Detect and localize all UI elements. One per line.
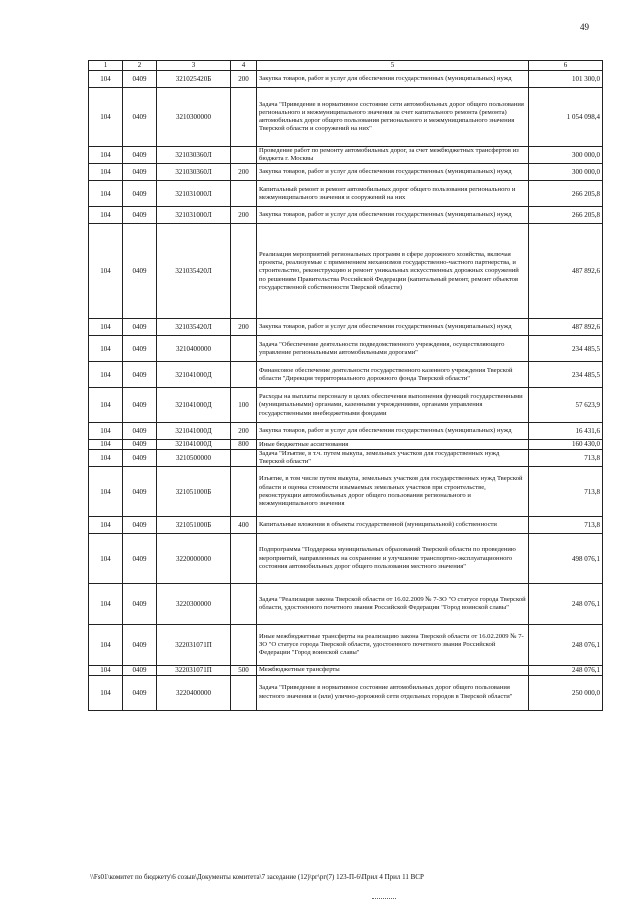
amount-cell: 498 076,1 — [529, 534, 603, 584]
expense-type-cell — [231, 625, 257, 666]
section-cell: 104 — [89, 88, 123, 147]
description-cell: Подпрограмма "Поддержка муниципальных образований Тверской области по проведению мероприятий, направленных на сохранение и улучшение транспортно-эксплуатационного состояния автомобильных дорог общего пользования местного значения" — [257, 534, 529, 584]
section-cell: 104 — [89, 164, 123, 181]
table-row — [89, 336, 603, 362]
subsection-cell: 0409 — [123, 207, 157, 224]
subsection-cell: 0409 — [123, 181, 157, 207]
section-cell: 104 — [89, 423, 123, 440]
description-cell: Задача "Приведение в нормативное состояние сети автомобильных дорог общего пользования регионального и межмуниципального значения за счет капитального ремонта (ремонта) автомобильных дорог общего пользования регионального и межмуниципального значения Тверской области и сооружений на них" — [257, 88, 529, 147]
target-code-cell: 321041000Д — [157, 388, 231, 423]
description-cell: Иные межбюджетные трансферты на реализацию закона Тверской области от 16.02.2009 № 7-ЗО "О статусе города Тверской области, удостоенного почетного звания Российской Федерации "Город воинской славы" — [257, 625, 529, 666]
target-code-cell: 321041000Д — [157, 423, 231, 440]
description-cell: Задача "Приведение в нормативное состояние автомобильных дорог общего пользования местного значения и (или) улично-дорожной сети отдельных городов в Тверской области" — [257, 675, 529, 710]
target-code-cell: 3210400000 — [157, 336, 231, 362]
table-row — [89, 449, 603, 466]
expense-type-cell — [231, 584, 257, 625]
description-cell: Капитальные вложения в объекты государственной (муниципальной) собственности — [257, 517, 529, 534]
target-code-cell: 321051000Б — [157, 517, 231, 534]
expense-type-cell: 800 — [231, 440, 257, 449]
description-cell: Закупка товаров, работ и услуг для обеспечения государственных (муниципальных) нужд — [257, 207, 529, 224]
amount-cell: 1 054 098,4 — [529, 88, 603, 147]
amount-cell: 234 485,5 — [529, 362, 603, 388]
amount-cell: 101 300,0 — [529, 71, 603, 88]
description-cell: Финансовое обеспечение деятельности государственного казенного учреждения Тверской области "Дирекция территориального дорожного фонда Тверской области" — [257, 362, 529, 388]
description-cell: Иные бюджетные ассигнования — [257, 440, 529, 449]
amount-cell: 266 205,8 — [529, 181, 603, 207]
target-code-cell: 321041000Д — [157, 440, 231, 449]
target-code-cell: 3220300000 — [157, 584, 231, 625]
table-row — [89, 362, 603, 388]
amount-cell: 57 623,9 — [529, 388, 603, 423]
expense-type-cell — [231, 336, 257, 362]
amount-cell: 713,8 — [529, 467, 603, 517]
subsection-cell: 0409 — [123, 675, 157, 710]
table-row — [89, 147, 603, 164]
section-cell: 104 — [89, 584, 123, 625]
amount-cell: 250 000,0 — [529, 675, 603, 710]
table-row — [89, 517, 603, 534]
expense-type-cell — [231, 362, 257, 388]
section-cell: 104 — [89, 666, 123, 675]
amount-cell: 300 000,0 — [529, 164, 603, 181]
subsection-cell: 0409 — [123, 88, 157, 147]
table-row — [89, 207, 603, 224]
amount-cell: 16 431,6 — [529, 423, 603, 440]
target-code-cell: 321031000Л — [157, 207, 231, 224]
description-cell: Задача "Реализация закона Тверской области от 16.02.2009 № 7-ЗО "О статусе города Тверской области, удостоенного почетного звания Российской Федерации "Город воинской славы" — [257, 584, 529, 625]
amount-cell: 160 430,0 — [529, 440, 603, 449]
expense-type-cell: 400 — [231, 517, 257, 534]
subsection-cell: 0409 — [123, 467, 157, 517]
column-header: 1 — [89, 61, 123, 71]
table-row — [89, 423, 603, 440]
subsection-cell: 0409 — [123, 517, 157, 534]
amount-cell: 300 000,0 — [529, 147, 603, 164]
subsection-cell: 0409 — [123, 584, 157, 625]
section-cell: 104 — [89, 147, 123, 164]
table-row — [89, 440, 603, 449]
section-cell: 104 — [89, 388, 123, 423]
target-code-cell: 3210300000 — [157, 88, 231, 147]
section-cell: 104 — [89, 207, 123, 224]
column-header: 6 — [529, 61, 603, 71]
expense-type-cell: 200 — [231, 207, 257, 224]
subsection-cell: 0409 — [123, 388, 157, 423]
section-cell: 104 — [89, 449, 123, 466]
column-header: 2 — [123, 61, 157, 71]
column-header: 5 — [257, 61, 529, 71]
description-cell: Закупка товаров, работ и услуг для обеспечения государственных (муниципальных) нужд — [257, 423, 529, 440]
table-row — [89, 88, 603, 147]
table-header-row — [89, 61, 603, 71]
expense-type-cell — [231, 147, 257, 164]
expense-type-cell — [231, 534, 257, 584]
description-cell: Закупка товаров, работ и услуг для обеспечения государственных (муниципальных) нужд — [257, 319, 529, 336]
target-code-cell: 321030360Л — [157, 164, 231, 181]
target-code-cell: 322031071П — [157, 625, 231, 666]
target-code-cell: 321051000Б — [157, 467, 231, 517]
description-cell: Задача "Обеспечение деятельности подведомственного учреждения, осуществляющего управление региональными автомобильными дорогами" — [257, 336, 529, 362]
amount-cell: 487 892,6 — [529, 319, 603, 336]
table-row — [89, 71, 603, 88]
expense-type-cell: 200 — [231, 319, 257, 336]
table-row — [89, 666, 603, 675]
page-bottom-mark — [372, 898, 396, 899]
section-cell: 104 — [89, 467, 123, 517]
subsection-cell: 0409 — [123, 164, 157, 181]
subsection-cell: 0409 — [123, 440, 157, 449]
section-cell: 104 — [89, 440, 123, 449]
description-cell: Закупка товаров, работ и услуг для обеспечения государственных (муниципальных) нужд — [257, 164, 529, 181]
subsection-cell: 0409 — [123, 147, 157, 164]
section-cell: 104 — [89, 625, 123, 666]
expense-type-cell: 200 — [231, 164, 257, 181]
expense-type-cell — [231, 675, 257, 710]
table-row — [89, 319, 603, 336]
target-code-cell: 3220000000 — [157, 534, 231, 584]
expense-type-cell — [231, 181, 257, 207]
subsection-cell: 0409 — [123, 362, 157, 388]
target-code-cell: 321025420Б — [157, 71, 231, 88]
amount-cell: 248 076,1 — [529, 625, 603, 666]
target-code-cell: 3210500000 — [157, 449, 231, 466]
subsection-cell: 0409 — [123, 319, 157, 336]
page-number: 49 — [580, 22, 589, 32]
amount-cell: 248 076,1 — [529, 666, 603, 675]
amount-cell: 248 076,1 — [529, 584, 603, 625]
table-row — [89, 388, 603, 423]
description-cell: Капитальный ремонт и ремонт автомобильных дорог общего пользования регионального и межмуниципального значения и сооружений на них — [257, 181, 529, 207]
expense-type-cell: 500 — [231, 666, 257, 675]
section-cell: 104 — [89, 534, 123, 584]
column-header: 3 — [157, 61, 231, 71]
expense-type-cell — [231, 224, 257, 319]
target-code-cell: 3220400000 — [157, 675, 231, 710]
target-code-cell: 321035420Л — [157, 224, 231, 319]
expense-type-cell — [231, 467, 257, 517]
column-header: 4 — [231, 61, 257, 71]
budget-table — [88, 60, 603, 711]
table-row — [89, 467, 603, 517]
expense-type-cell — [231, 449, 257, 466]
target-code-cell: 321041000Д — [157, 362, 231, 388]
target-code-cell: 322031071П — [157, 666, 231, 675]
table-row — [89, 181, 603, 207]
subsection-cell: 0409 — [123, 71, 157, 88]
table-row — [89, 584, 603, 625]
description-cell: Межбюджетные трансферты — [257, 666, 529, 675]
amount-cell: 266 205,8 — [529, 207, 603, 224]
description-cell: Задача "Изъятие, в т.ч. путем выкупа, земельных участков для государственных нужд Тверской области" — [257, 449, 529, 466]
target-code-cell: 321035420Л — [157, 319, 231, 336]
target-code-cell: 321031000Л — [157, 181, 231, 207]
table-row — [89, 625, 603, 666]
section-cell: 104 — [89, 181, 123, 207]
subsection-cell: 0409 — [123, 534, 157, 584]
amount-cell: 234 485,5 — [529, 336, 603, 362]
subsection-cell: 0409 — [123, 336, 157, 362]
description-cell: Изъятие, в том числе путем выкупа, земельных участков для государственных нужд Тверской области и оценка стоимости изымаемых земельных участков при строительстве, реконструкции автомобильных дорог общего пользования регионального и межмуниципального значения — [257, 467, 529, 517]
description-cell: Проведение работ по ремонту автомобильных дорог, за счет межбюджетных трансфертов из бюджета г. Москвы — [257, 147, 529, 164]
table-row — [89, 224, 603, 319]
section-cell: 104 — [89, 362, 123, 388]
file-path-footer: \\Fs01\комитет по бюджету\6 созыв\Документы комитета\7 заседание (12)\рг\рг(7) 123-П-6\Прил 4 Прил 11 ВСР — [90, 873, 424, 881]
section-cell: 104 — [89, 71, 123, 88]
section-cell: 104 — [89, 517, 123, 534]
section-cell: 104 — [89, 224, 123, 319]
expense-type-cell — [231, 88, 257, 147]
amount-cell: 713,8 — [529, 449, 603, 466]
subsection-cell: 0409 — [123, 423, 157, 440]
description-cell: Реализация мероприятий региональных программ в сфере дорожного хозяйства, включая проекты, реализуемые с применением механизмов государственно-частного партнерства, и строительство, реконструкцию и ремонт уникальных искусственных дорожных сооружений по решениям Правительства Российской Федерации (капитальный ремонт, ремонт объектов государственной собственности Тверской области) — [257, 224, 529, 319]
description-cell: Расходы на выплаты персоналу в целях обеспечения выполнения функций государственными (муниципальными) органами, казенными учреждениями, органами управления государственными внебюджетными фондами — [257, 388, 529, 423]
table-row — [89, 675, 603, 710]
subsection-cell: 0409 — [123, 449, 157, 466]
table-row — [89, 164, 603, 181]
target-code-cell: 321030360Л — [157, 147, 231, 164]
section-cell: 104 — [89, 336, 123, 362]
table-row — [89, 534, 603, 584]
amount-cell: 487 892,6 — [529, 224, 603, 319]
amount-cell: 713,8 — [529, 517, 603, 534]
subsection-cell: 0409 — [123, 625, 157, 666]
section-cell: 104 — [89, 319, 123, 336]
subsection-cell: 0409 — [123, 666, 157, 675]
expense-type-cell: 200 — [231, 71, 257, 88]
subsection-cell: 0409 — [123, 224, 157, 319]
description-cell: Закупка товаров, работ и услуг для обеспечения государственных (муниципальных) нужд — [257, 71, 529, 88]
expense-type-cell: 100 — [231, 388, 257, 423]
section-cell: 104 — [89, 675, 123, 710]
expense-type-cell: 200 — [231, 423, 257, 440]
